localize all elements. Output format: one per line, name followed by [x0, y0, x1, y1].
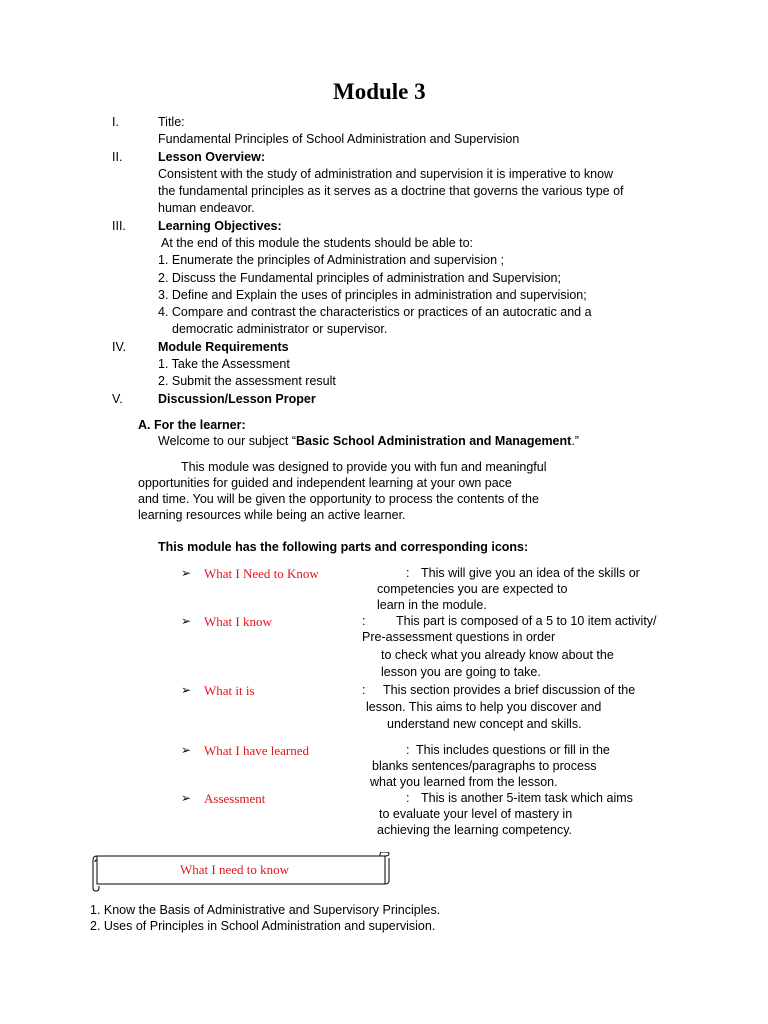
part-colon: :	[406, 566, 410, 580]
needs-item: 2. Uses of Principles in School Administration and supervision.	[90, 919, 436, 933]
part-description-line: to evaluate your level of mastery in	[379, 807, 573, 821]
part-label: What I have learned	[204, 743, 310, 758]
section-text-line: Consistent with the study of administration and supervision it is imperative to know	[158, 167, 614, 181]
part-description-line: competencies you are expected to	[377, 582, 568, 596]
intro-paragraph-line: learning resources while being an active learner.	[138, 508, 406, 522]
part-description-line: understand new concept and skills.	[387, 717, 582, 731]
objective-item: 2. Discuss the Fundamental principles of administration and Supervision;	[158, 271, 561, 285]
section-number: II.	[112, 150, 123, 164]
objective-item-continued: democratic administrator or supervisor.	[172, 322, 388, 336]
part-description-line: This part is composed of a 5 to 10 item activity/	[396, 614, 657, 628]
section-heading: Lesson Overview:	[158, 150, 265, 164]
part-description-line: This section provides a brief discussion of the	[383, 683, 636, 697]
part-description-line: blanks sentences/paragraphs to process	[372, 759, 597, 773]
needs-item: 1. Know the Basis of Administrative and Supervisory Principles.	[90, 903, 441, 917]
part-description-line: lesson you are going to take.	[381, 665, 541, 679]
objective-item: 3. Define and Explain the uses of principles in administration and supervision;	[158, 288, 587, 302]
part-description-line: learn in the module.	[377, 598, 487, 612]
section-text-line: human endeavor.	[158, 201, 255, 215]
part-description-line: This will give you an idea of the skills or	[421, 566, 640, 580]
part-colon: :	[362, 683, 366, 697]
part-label: What it is	[204, 683, 255, 698]
part-description-line: Pre-assessment questions in order	[362, 630, 556, 644]
page-title: Module 3	[333, 79, 426, 104]
part-colon: :	[362, 614, 366, 628]
arrow-bullet-icon: ➢	[181, 791, 192, 805]
section-text-line: Fundamental Principles of School Administration and Supervision	[158, 132, 520, 146]
section-heading: Discussion/Lesson Proper	[158, 392, 316, 406]
part-description-line: This includes questions or fill in the	[416, 743, 610, 757]
part-label: What I know	[204, 614, 272, 629]
part-description-line: This is another 5-item task which aims	[421, 791, 633, 805]
part-colon: :	[406, 791, 410, 805]
part-colon: :	[406, 743, 410, 757]
intro-paragraph-line: and time. You will be given the opportunity to process the contents of the	[138, 492, 539, 506]
section-heading: Title:	[158, 115, 185, 129]
welcome-line: Welcome to our subject “Basic School Administration and Management.”	[158, 434, 579, 448]
requirement-item: 1. Take the Assessment	[158, 357, 290, 371]
learner-heading: A. For the learner:	[138, 418, 246, 432]
arrow-bullet-icon: ➢	[181, 743, 192, 757]
arrow-bullet-icon: ➢	[181, 614, 192, 628]
part-description-line: to check what you already know about the	[381, 648, 614, 662]
objective-item: 4. Compare and contrast the characteristics or practices of an autocratic and a	[158, 305, 592, 319]
intro-paragraph-line: This module was designed to provide you with fun and meaningful	[181, 460, 547, 474]
objective-item: 1. Enumerate the principles of Administration and supervision ;	[158, 253, 505, 267]
section-text-line: the fundamental principles as it serves as a doctrine that governs the various type of	[158, 184, 624, 198]
intro-paragraph-line: opportunities for guided and independent learning at your own pace	[138, 476, 512, 490]
section-number: IV.	[112, 340, 127, 354]
section-heading: Module Requirements	[158, 340, 289, 354]
part-description-line: achieving the learning competency.	[377, 823, 573, 837]
section-heading: Learning Objectives:	[158, 219, 282, 233]
arrow-bullet-icon: ➢	[181, 566, 192, 580]
part-label: Assessment	[204, 791, 266, 806]
banner-label: What I need to know	[180, 862, 290, 877]
requirement-item: 2. Submit the assessment result	[158, 374, 336, 388]
part-description-line: what you learned from the lesson.	[370, 775, 558, 789]
objectives-intro: At the end of this module the students should be able to:	[161, 236, 474, 250]
part-label: What I Need to Know	[204, 566, 319, 581]
part-description-line: lesson. This aims to help you discover and	[366, 700, 602, 714]
section-number: III.	[112, 219, 126, 233]
arrow-bullet-icon: ➢	[181, 683, 192, 697]
section-number: V.	[112, 392, 123, 406]
section-number: I.	[112, 115, 119, 129]
parts-heading: This module has the following parts and corresponding icons:	[158, 540, 529, 554]
scroll-banner	[90, 852, 392, 892]
